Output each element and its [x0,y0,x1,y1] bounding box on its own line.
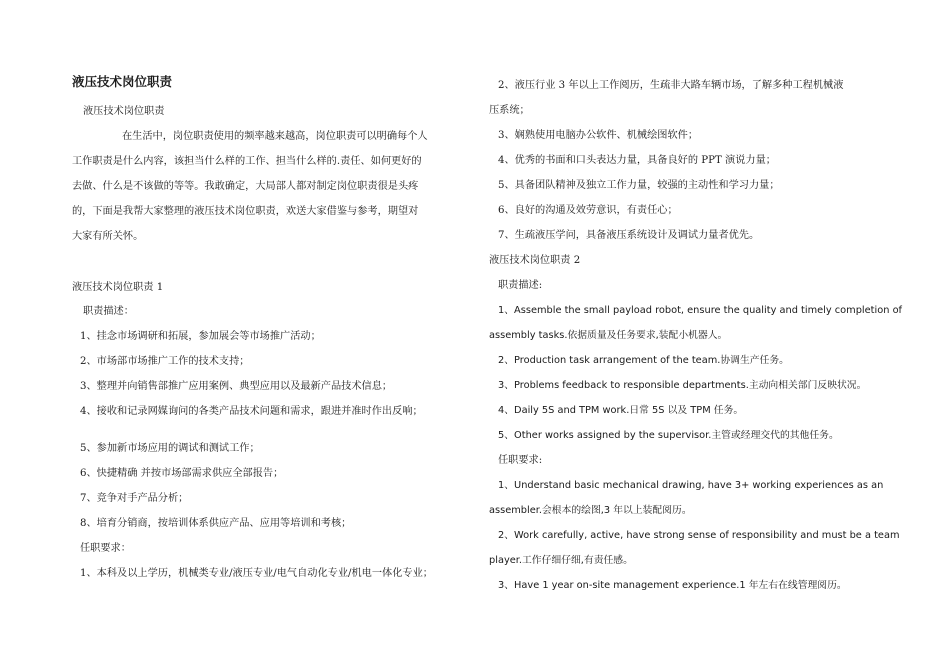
req-heading: 任职要求： [80,543,131,554]
list-item-continuation: assembly tasks.依据质量及任务要求,装配小机器人。 [489,330,728,341]
section-title: 液压技术岗位职责 1 [72,282,164,293]
list-item: 5、具备团队精神及独立工作力量，较强的主动性和学习力量； [498,180,780,191]
intro-line: 在生活中，岗位职责使用的频率越来越高，岗位职责可以明确每个人 [122,131,428,142]
duty-heading: 职责描述： [83,306,134,317]
intro-line: 去做、什么是不该做的等等。我敢确定，大局部人都对制定岗位职责很是头疼 [72,181,419,192]
subtitle: 液压技术岗位职责 [83,106,165,117]
list-item: 1、挂念市场调研和拓展，参加展会等市场推广活动； [80,331,321,342]
list-item: 2、Work carefully, active, have strong sense of responsibility and must be a team [498,530,900,541]
list-item: 6、良好的沟通及效劳意识，有责任心； [498,205,678,216]
document-title: 液压技术岗位职责 [72,74,173,89]
list-item: 3、Problems feedback to responsible departments.主动向相关部门反映状况。 [498,380,867,391]
list-item: 3、Have 1 year on-site management experience.1 年左右在线管理阅历。 [498,580,847,591]
list-item: 2、市场部市场推广工作的技术支持； [80,356,250,367]
list-item: 4、接收和记录网媒询问的各类产品技术问题和需求，跟进并准时作出反响； [80,406,423,417]
list-item: 7、生疏液压学问，具备液压系统设计及调试力量者优先。 [498,230,760,241]
intro-line: 工作职责是什么内容，该担当什么样的工作、担当什么样的.责任、如何更好的 [72,156,422,167]
list-item: 8、培育分销商，按培训体系供应产品、应用等培训和考核； [80,518,352,529]
list-item-continuation: 压系统； [489,105,530,116]
list-item-continuation: assembler.会根本的绘图,3 年以上装配阅历。 [489,505,692,516]
list-item: 2、Production task arrangement of the team.协调生产任务。 [498,355,789,366]
list-item: 1、本科及以上学历，机械类专业/液压专业/电气自动化专业/机电一体化专业； [80,568,433,579]
list-item: 3、整理并向销售部推广应用案例、典型应用以及最新产品技术信息； [80,381,393,392]
list-item: 7、竞争对手产品分析； [80,493,189,504]
list-item: 2、液压行业 3 年以上工作阅历，生疏非大路车辆市场，了解多种工程机械液 [498,80,844,91]
intro-line: 大家有所关怀。 [72,231,144,242]
list-item: 5、Other works assigned by the supervisor.主管或经理交代的其他任务。 [498,430,839,441]
list-item: 6、快捷精确 并按市场部需求供应全部报告； [80,468,284,479]
duty-heading: 职责描述: [498,280,543,291]
list-item: 3、娴熟使用电脑办公软件、机械绘图软件； [498,130,699,141]
list-item: 5、参加新市场应用的调试和测试工作； [80,443,260,454]
list-item: 4、优秀的书面和口头表达力量，具备良好的 PPT 演说力量； [498,155,776,166]
list-item: 1、Understand basic mechanical drawing, have 3+ working experiences as an [498,480,884,491]
list-item: 1、Assemble the small payload robot, ensure the quality and timely completion of [498,305,903,316]
req-heading: 任职要求: [498,455,543,466]
list-item: 4、Daily 5S and TPM work.日常 5S 以及 TPM 任务。 [498,405,744,416]
section-title: 液压技术岗位职责 2 [489,255,581,266]
intro-line: 的，下面是我帮大家整理的液压技术岗位职责，欢送大家借鉴与参考，期望对 [72,206,419,217]
list-item-continuation: player.工作仔细仔细,有责任感。 [489,555,633,566]
